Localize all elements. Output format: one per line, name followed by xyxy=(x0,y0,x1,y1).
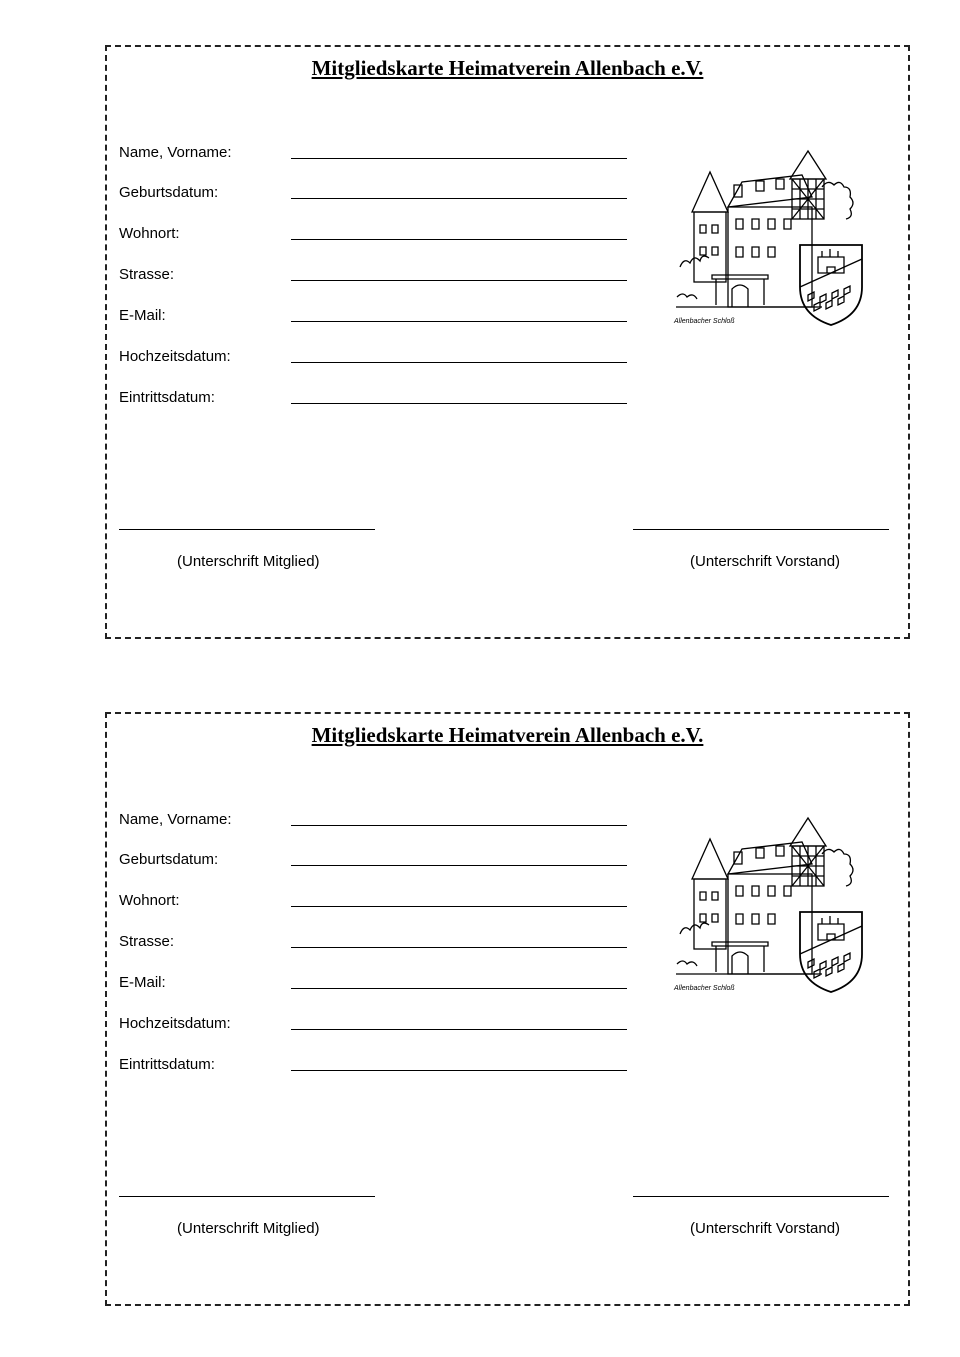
email-input-line[interactable] xyxy=(291,321,627,322)
birthdate-input-line[interactable] xyxy=(291,198,627,199)
field-label: Wohnort: xyxy=(119,225,180,242)
field-label: Geburtsdatum: xyxy=(119,851,219,868)
wedding-date-input-line[interactable] xyxy=(291,362,627,363)
entry-date-input-line[interactable] xyxy=(291,1070,627,1071)
membership-card-2 xyxy=(105,712,910,1306)
board-signature-line[interactable] xyxy=(633,1196,889,1197)
card-title: Mitgliedskarte Heimatverein Allenbach e.V. xyxy=(311,723,704,747)
wedding-date-input-line[interactable] xyxy=(291,1029,627,1030)
name-input-line[interactable] xyxy=(291,825,627,826)
field-label: Strasse: xyxy=(119,933,175,950)
member-signature-label: (Unterschrift Mitglied) xyxy=(177,1220,320,1237)
board-signature-line[interactable] xyxy=(633,529,889,530)
board-signature-label: (Unterschrift Vorstand) xyxy=(690,1220,841,1237)
illustration-caption: Allenbacher Schloß xyxy=(674,318,735,325)
field-label: E-Mail: xyxy=(119,974,166,991)
field-label: Name, Vorname: xyxy=(119,144,232,161)
castle-crest-illustration xyxy=(672,147,877,332)
residence-input-line[interactable] xyxy=(291,906,627,907)
name-input-line[interactable] xyxy=(291,158,627,159)
castle-crest-illustration xyxy=(672,814,877,999)
member-signature-line[interactable] xyxy=(119,1196,375,1197)
field-label: E-Mail: xyxy=(119,307,166,324)
field-label: Name, Vorname: xyxy=(119,811,232,828)
illustration-caption: Allenbacher Schloß xyxy=(674,985,735,992)
member-signature-label: (Unterschrift Mitglied) xyxy=(177,553,320,570)
field-label: Hochzeitsdatum: xyxy=(119,348,231,365)
board-signature-label: (Unterschrift Vorstand) xyxy=(690,553,841,570)
email-input-line[interactable] xyxy=(291,988,627,989)
street-input-line[interactable] xyxy=(291,947,627,948)
birthdate-input-line[interactable] xyxy=(291,865,627,866)
entry-date-input-line[interactable] xyxy=(291,403,627,404)
street-input-line[interactable] xyxy=(291,280,627,281)
member-signature-line[interactable] xyxy=(119,529,375,530)
residence-input-line[interactable] xyxy=(291,239,627,240)
field-label: Eintrittsdatum: xyxy=(119,1056,215,1073)
field-label: Wohnort: xyxy=(119,892,180,909)
field-label: Hochzeitsdatum: xyxy=(119,1015,231,1032)
card-title: Mitgliedskarte Heimatverein Allenbach e.V. xyxy=(311,56,704,80)
field-label: Eintrittsdatum: xyxy=(119,389,215,406)
membership-card-1 xyxy=(105,45,910,639)
field-label: Strasse: xyxy=(119,266,175,283)
field-label: Geburtsdatum: xyxy=(119,184,219,201)
